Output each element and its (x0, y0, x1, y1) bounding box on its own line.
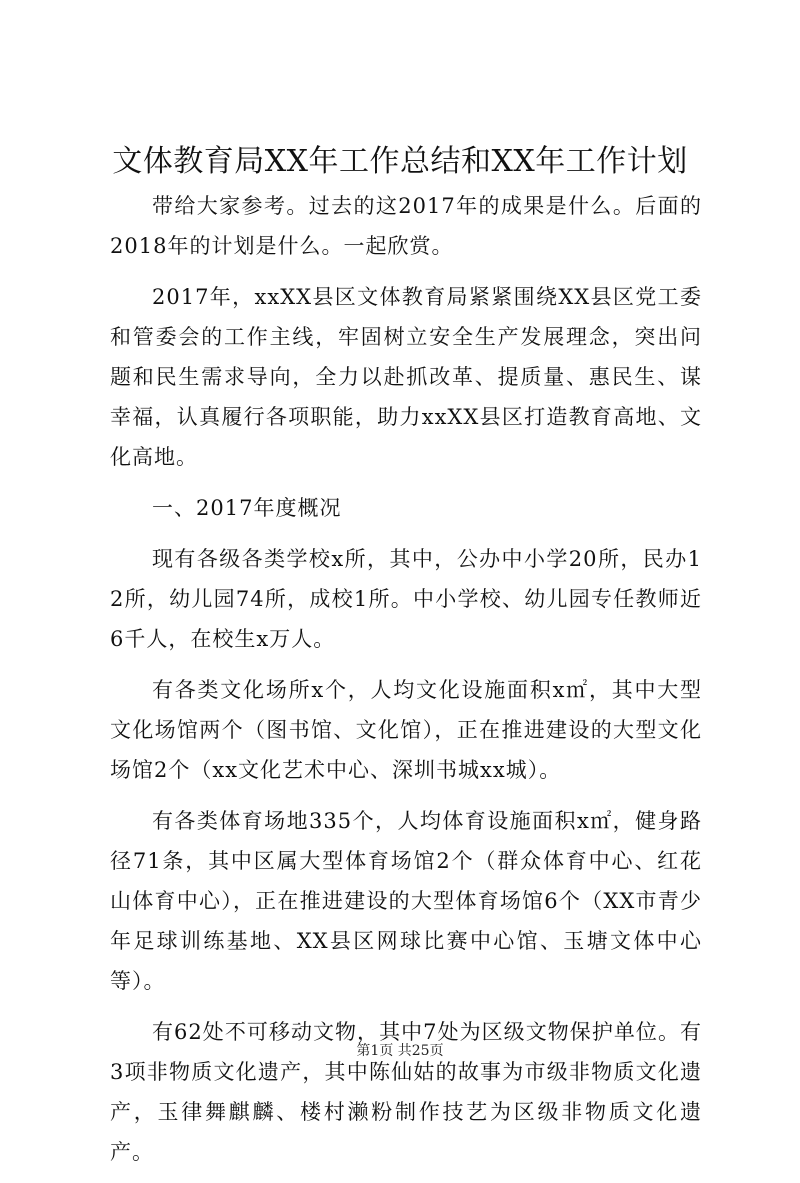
paragraph-intro: 带给大家参考。过去的这2017年的成果是什么。后面的2018年的计划是什么。一起欣赏。 (110, 194, 702, 258)
page-number-label: 第1页 共25页 (356, 1043, 444, 1059)
paragraph-schools: 现有各级各类学校x所，其中，公办中小学20所，民办12所，幼儿园74所，成校1所。中小学校、幼儿园专任教师近6千人，在校生x万人。 (110, 547, 702, 651)
paragraph-cultural-venues: 有各类文化场所x个，人均文化设施面积x㎡，其中大型文化场馆两个（图书馆、文化馆），正在推进建设的大型文化场馆2个（xx文化艺术中心、深圳书城xx城）。 (110, 678, 702, 782)
paragraph-overview-summary: 2017年，xxXX县区文体教育局紧紧围绕XX县区党工委和管委会的工作主线，牢固树立安全生产发展理念，突出问题和民生需求导向，全力以赴抓改革、提质量、惠民生、谋幸福，认真履行各项职能，助力xxXX县区打造教育高地、文化高地。 (110, 285, 702, 469)
section-heading-annual-overview: 一、2017年度概况 (152, 496, 342, 520)
paragraph-cultural-heritage: 有62处不可移动文物，其中7处为区级文物保护单位。有3项非物质文化遗产，其中陈仙姑的故事为市级非物质文化遗产，玉律舞麒麟、楼村濑粉制作技艺为区级非物质文化遗产。 (110, 1020, 702, 1164)
paragraph-sports-venues: 有各类体育场地335个，人均体育设施面积x㎡，健身路径71条，其中区属大型体育场馆2个（群众体育中心、红花山体育中心），正在推进建设的大型体育场馆6个（XX市青少年足球训练基地、XX县区网球比赛中心馆、玉塘文体中心等）。 (110, 809, 702, 993)
page-footer (0, 1041, 800, 1061)
document-body (110, 186, 702, 1183)
document-title: 文体教育局XX年工作总结和XX年工作计划 (112, 144, 688, 179)
